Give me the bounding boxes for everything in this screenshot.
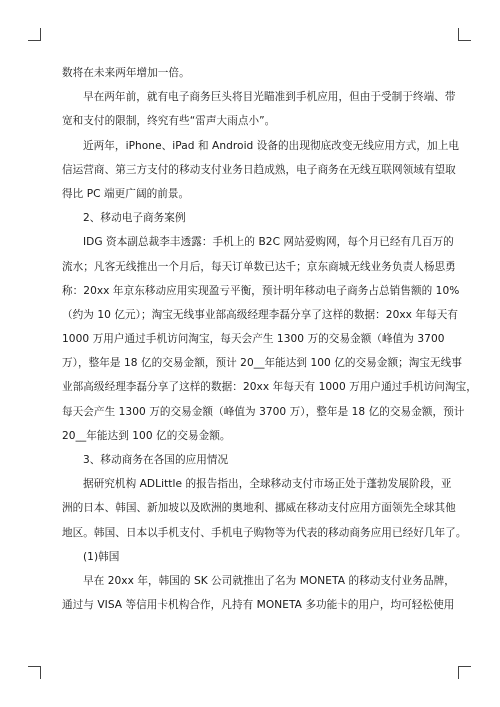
text-line: 洲的日本、韩国、新加坡以及欧洲的奥地利、挪威在移动支付应用方面领先全球其他 — [62, 502, 456, 515]
text-line: 业部高级经理李磊分享了这样的数据：20xx 年每天有 1000 万用户通过手机访问淘宝， — [62, 381, 477, 394]
text-line: 称：20xx 年京东移动应用实现盈亏平衡，预计明年移动电子商务占总销售额的 10% — [62, 284, 460, 297]
sub-heading: (1)韩国 — [83, 550, 120, 563]
text-line: 近两年，iPhone、iPad 和 Android 设备的出现彻底改变无线应用方式，加上电 — [83, 139, 459, 152]
text-line: （约为 10 亿元）；淘宝无线事业部高级经理李磊分享了这样的数据：20xx 年每天有 — [62, 308, 458, 321]
text-line: 据研究机构 ADLittle 的报告指出，全球移动支付市场正处于蓬勃发展阶段，亚 — [83, 478, 452, 491]
text-line: 早在两年前，就有电子商务巨头将目光瞄准到手机应用，但由于受制于终端、带 — [83, 91, 456, 104]
text-line: 早在 20xx 年，韩国的 SK 公司就推出了名为 MONETA 的移动支付业务品牌， — [83, 574, 455, 587]
section-heading: 2、移动电子商务案例 — [83, 212, 186, 225]
crop-mark-bottom-left — [28, 666, 41, 679]
document-body — [62, 66, 477, 622]
section-heading: 3、移动商务在各国的应用情况 — [83, 454, 229, 466]
crop-mark-top-left — [28, 28, 41, 41]
text-line: 通过与 VISA 等信用卡机构合作，凡持有 MONETA 多功能卡的用户，均可轻松使用 — [62, 599, 455, 612]
text-line: IDG 资本副总裁李丰透露：手机上的 B2C 网站爱购网，每个月已经有几百万的 — [83, 236, 454, 249]
text-line: 信运营商、第三方支付的移动支付业务日趋成熟，电子商务在无线互联网领域有望取 — [62, 163, 456, 176]
text-line: 宽和支付的限制，终究有些“雷声大雨点小”。 — [62, 115, 276, 128]
text-line: 20__年能达到 100 亿的交易金额。 — [62, 429, 231, 442]
text-line: 万），整年是 18 亿的交易金额，预计 20__年能达到 100 亿的交易金额；淘宝无线事 — [62, 357, 462, 370]
crop-mark-top-right — [458, 28, 471, 41]
text-line: 地区。韩国、日本以手机支付、手机电子购物等为代表的移动商务应用已经好几年了。 — [62, 526, 467, 539]
text-line: 1000 万用户通过手机访问淘宝，每天会产生 1300 万的交易金额（峰值为 3700 — [62, 333, 445, 346]
text-line: 每天会产生 1300 万的交易金额（峰值为 3700 万），整年是 18 亿的交易金额，预计 — [62, 405, 465, 418]
text-line: 得比 PC 端更广阔的前景。 — [62, 187, 190, 200]
text-line: 数将在未来两年增加一倍。 — [62, 67, 190, 79]
crop-mark-bottom-right — [458, 666, 471, 679]
text-line: 流水；凡客无线推出一个月后，每天订单数已达千；京东商城无线业务负责人杨思勇 — [62, 260, 456, 273]
